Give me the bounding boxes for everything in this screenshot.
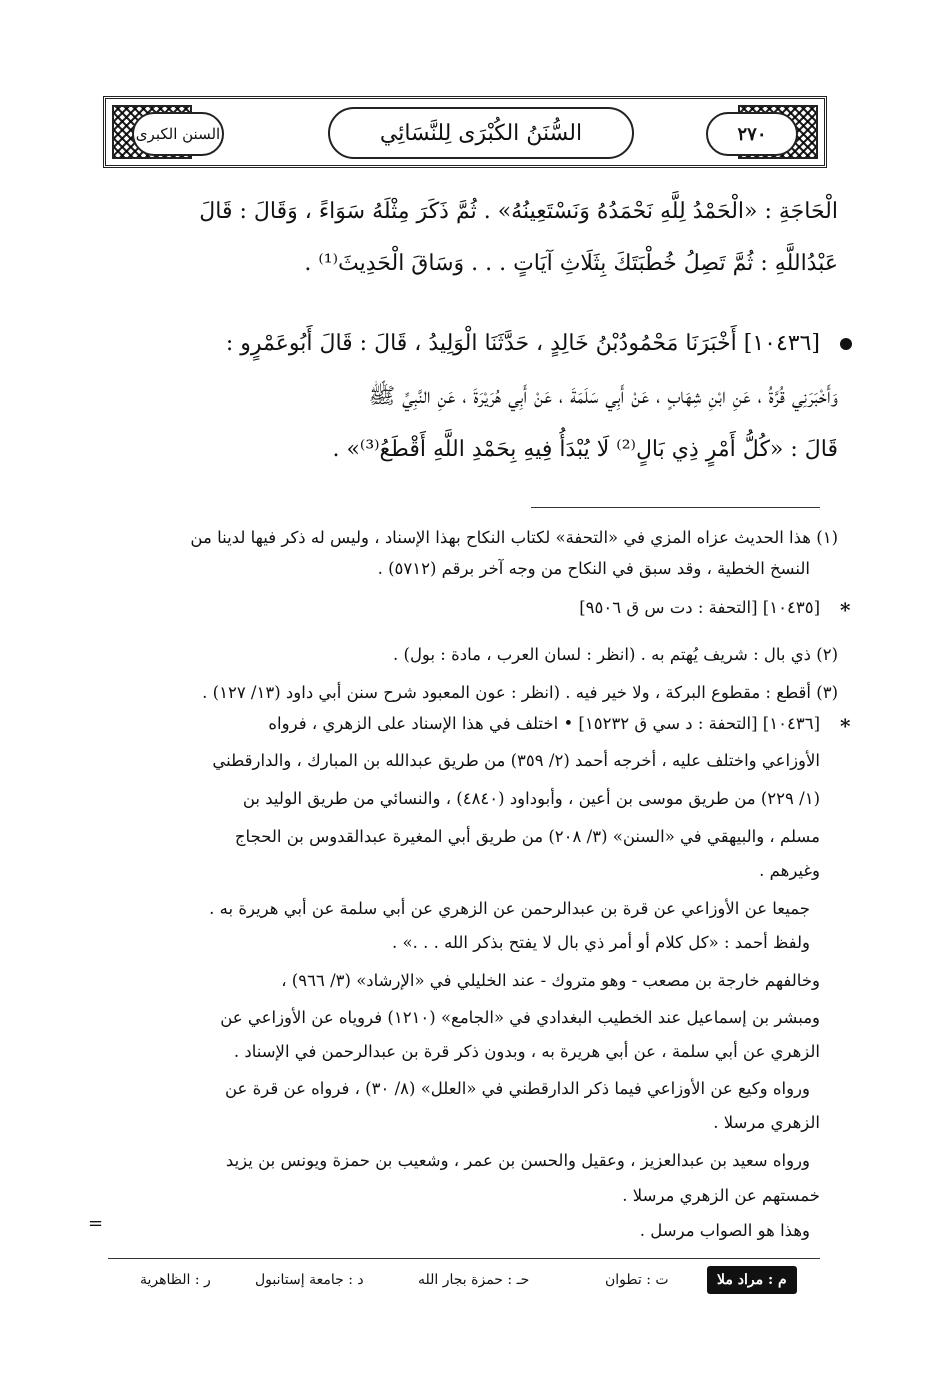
book-emblem: السنن الكبرى	[132, 112, 224, 156]
commentary-line: [١٠٤٣٦] [التحفة : د سي ق ١٥٢٣٢] • اختلف في هذا الإسناد على الزهري ، فرواه	[268, 714, 820, 733]
hadith-number-line: [١٠٤٣٦] أَخْبَرَنَا مَحْمُودُبْنُ خَالِدٍ ، حَدَّثَنَا الْوَلِيدُ ، قَالَ : قَالَ أَبُوعَمْرٍو :	[225, 331, 820, 356]
commentary-line: وهذا هو الصواب مرسل .	[639, 1221, 810, 1240]
page-number: ٢٧٠	[706, 112, 798, 156]
tuhfa-reference: [١٠٤٣٥] [التحفة : دت س ق ٩٥٠٦]	[579, 598, 820, 617]
main-text-line: الْحَاجَةِ : «الْحَمْدُ لِلَّهِ نَحْمَدُهُ وَنَسْتَعِينُهُ» . ثُمَّ ذَكَرَ مِثْلَهُ سَوَاءً ، وَقَالَ : قَالَ	[199, 199, 838, 224]
footnote-divider	[531, 507, 820, 508]
commentary-line: جميعا عن الأوزاعي عن قرة بن عبدالرحمن عن الزهري عن أبي سلمة عن أبي هريرة به .	[209, 899, 810, 918]
manuscript-siglum-t: ت : تطوان	[605, 1272, 669, 1288]
main-text-line: عَبْدُاللَّهِ : ثُمَّ تَصِلُ خُطْبَتَكَ بِثَلَاثِ آيَاتٍ . . . وَسَاقَ الْحَدِيثَ⁽¹⁾ .	[304, 251, 838, 276]
bullet-icon	[840, 338, 852, 350]
commentary-line: ورواه وكيع عن الأوزاعي فيما ذكر الدارقطني في «العلل» (٨/ ٣٠) ، فرواه عن قرة عن	[224, 1079, 810, 1098]
commentary-line: ورواه سعيد بن عبدالعزيز ، وعقيل والحسن بن عمر ، وشعيب بن حمزة ويونس بن يزيد	[225, 1151, 810, 1170]
commentary-line: الزهري عن أبي سلمة ، عن أبي هريرة به ، وبدون ذكر قرة بن عبدالرحمن في الإسناد .	[233, 1042, 820, 1061]
asterisk-icon: *	[840, 598, 851, 622]
commentary-line: وغيرهم .	[759, 861, 820, 880]
manuscript-siglum-r: ر : الظاهرية	[140, 1272, 211, 1288]
footnote-1-cont: النسخ الخطية ، وقد سبق في النكاح من وجه آخر برقم (٥٧١٢) .	[377, 559, 810, 578]
main-text-line: وَأَخْبَرَنِي قُرَّةُ ، عَنِ ابْنِ شِهَابٍ ، عَنْ أَبِي سَلَمَةَ ، عَنْ أَبِي هُرَيْرَةَ ، عَنِ النَّبِيِّ ﷺ	[368, 384, 838, 409]
footnote-1: (١) هذا الحديث عزاه المزي في «التحفة» لكتاب النكاح بهذا الإسناد ، وليس له ذكر فيها لدينا من	[190, 528, 838, 547]
commentary-line: (١/ ٢٢٩) من طريق موسى بن أعين ، وأبوداود (٤٨٤٠) ، والنسائي من طريق الوليد بن	[242, 789, 820, 808]
commentary-line: مسلم ، والبيهقي في «السنن» (٣/ ٢٠٨) من طريق أبي المغيرة عبدالقدوس بن الحجاج	[234, 827, 820, 846]
commentary-line: خمستهم عن الزهري مرسلا .	[622, 1186, 820, 1205]
book-title: السُّنَنُ الكُبْرَى لِلنَّسَائِي	[328, 107, 634, 159]
footnote-3: (٣) أقطع : مقطوع البركة ، ولا خير فيه . (انظر : عون المعبود شرح سنن أبي داود (١٣/ ١٢٧) .	[202, 683, 838, 702]
manuscript-siglum-h: حـ : حمزة بجار الله	[418, 1272, 530, 1288]
commentary-line: وخالفهم خارجة بن مصعب - وهو متروك - عند الخليلي في «الإرشاد» (٣/ ٩٦٦) ،	[281, 971, 820, 990]
hadith-quote-line: قَالَ : «كُلُّ أَمْرٍ ذِي بَالٍ⁽²⁾ لَا يُبْدَأُ فِيهِ بِحَمْدِ اللَّهِ أَقْطَعُ⁽³⁾» .	[332, 437, 838, 462]
manuscript-siglum-m: م : مراد ملا	[707, 1266, 797, 1294]
commentary-line: ولفظ أحمد : «كل كلام أو أمر ذي بال لا يفتح بذكر الله . . .» .	[392, 933, 810, 952]
manuscript-divider	[108, 1258, 820, 1259]
commentary-line: الزهري مرسلا .	[713, 1113, 820, 1132]
footnote-2: (٢) ذي بال : شريف يُهتم به . (انظر : لسان العرب ، مادة : بول) .	[393, 645, 838, 664]
asterisk-icon: *	[840, 714, 851, 738]
continuation-mark: =	[88, 1213, 104, 1234]
commentary-line: الأوزاعي واختلف عليه ، أخرجه أحمد (٢/ ٣٥٩) من طريق عبدالله بن المبارك ، والدارقطني	[212, 751, 820, 770]
commentary-line: ومبشر بن إسماعيل عند الخطيب البغدادي في «الجامع» (١٢١٠) فروياه عن الأوزاعي عن	[220, 1008, 820, 1027]
page-header-banner	[103, 96, 827, 168]
manuscript-siglum-d: د : جامعة إستانبول	[255, 1272, 364, 1288]
